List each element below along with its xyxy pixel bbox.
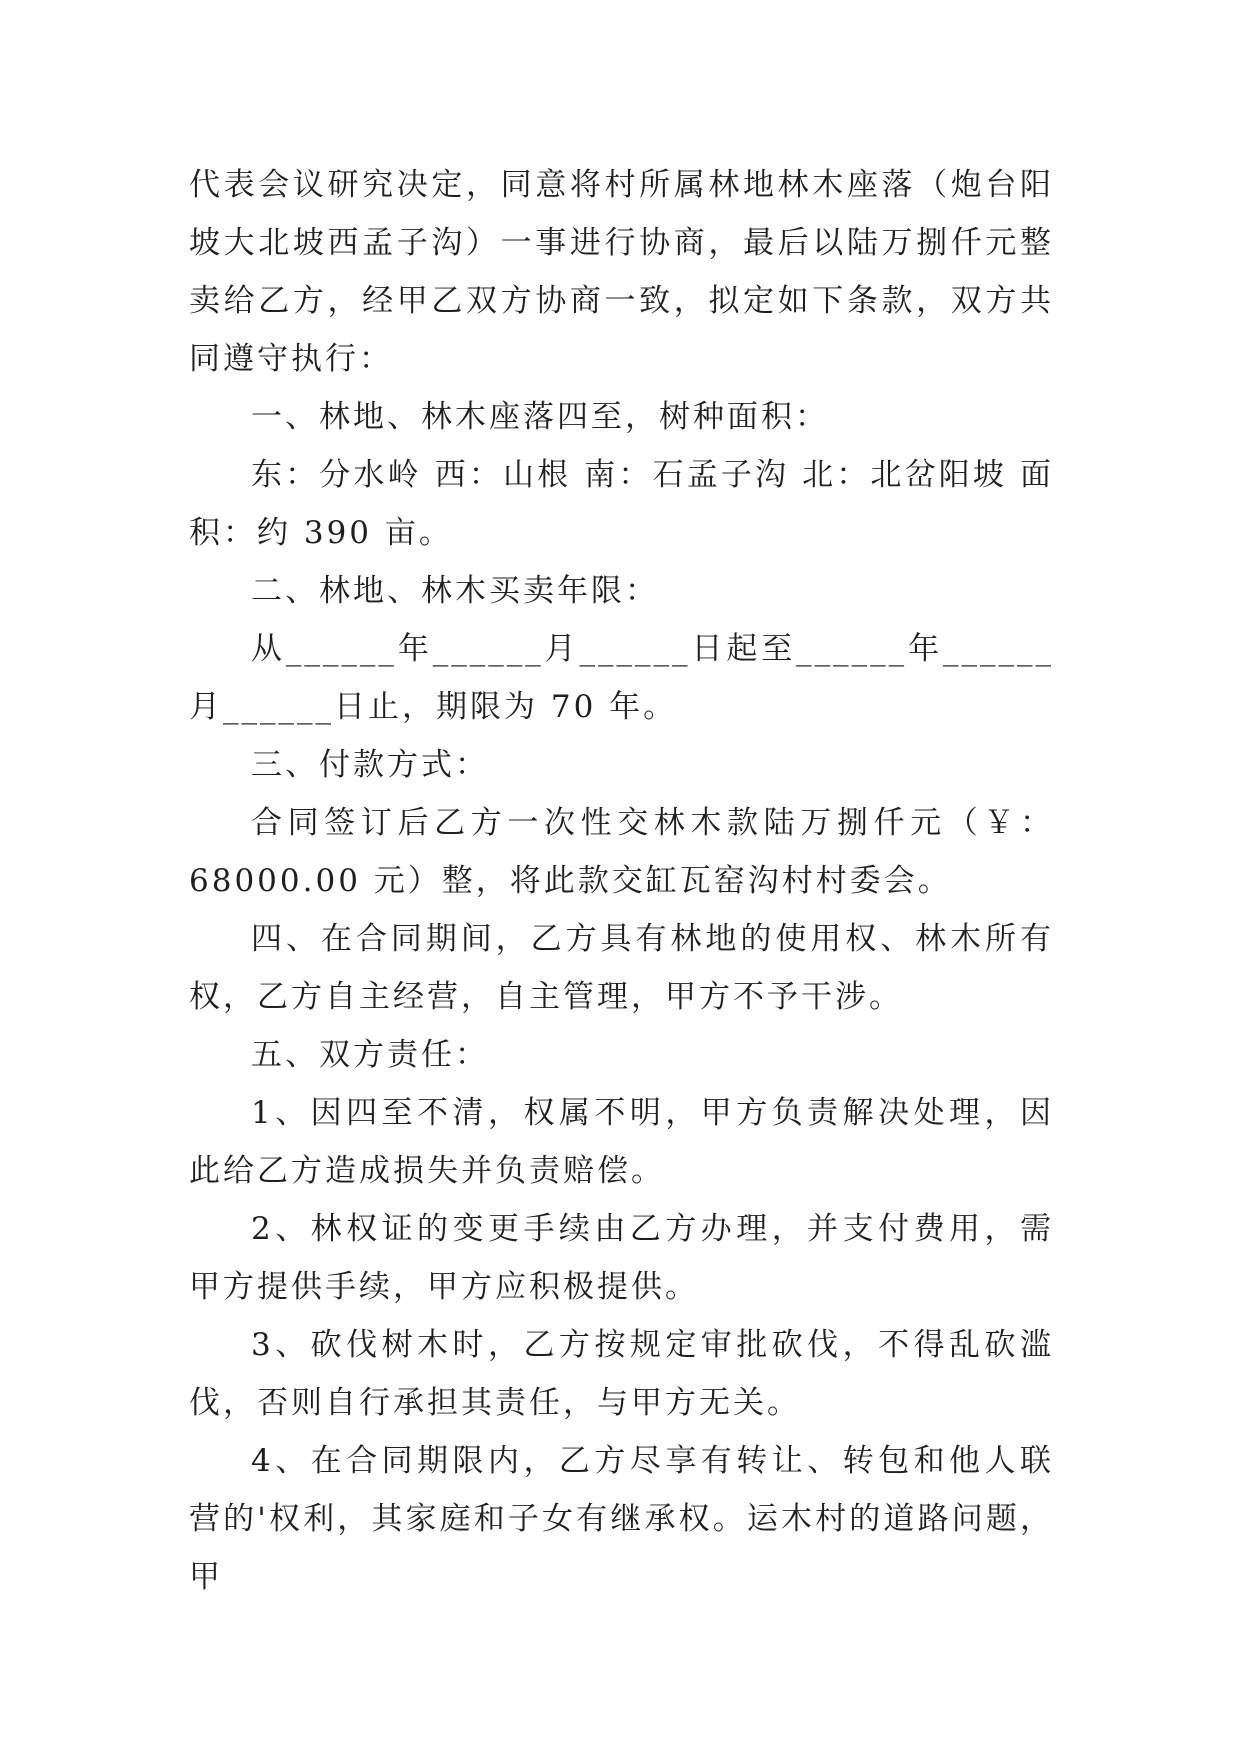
paragraph-section-2-heading: 二、林地、林木买卖年限： xyxy=(251,573,659,609)
paragraph-clause-1: 1、因四至不清，权属不明，甲方负责解决处理，因此给乙方造成损失并负责赔偿。 xyxy=(189,1095,1054,1189)
document-body xyxy=(189,156,1054,1606)
paragraph-section-5-heading: 五、双方责任： xyxy=(251,1037,489,1073)
paragraph-clause-2: 2、林权证的变更手续由乙方办理，并支付费用，需甲方提供手续，甲方应积极提供。 xyxy=(189,1211,1054,1305)
paragraph-payment: 合同签订后乙方一次性交林木款陆万捌仟元（￥：68000.00 元）整，将此款交缸瓦窑沟村村委会。 xyxy=(189,805,1054,899)
paragraph-clause-4: 4、在合同期限内，乙方尽享有转让、转包和他人联营的'权利，其家庭和子女有继承权。运木村的道路问题，甲 xyxy=(189,1443,1054,1595)
paragraph-section-3-heading: 三、付款方式： xyxy=(251,747,489,783)
paragraph-boundaries: 东：分水岭 西：山根 南：石孟子沟 北：北岔阳坡 面积：约 390 亩。 xyxy=(189,457,1054,551)
paragraph-section-4-rights: 四、在合同期间，乙方具有林地的使用权、林木所有权，乙方自主经营，自主管理，甲方不予干涉。 xyxy=(189,921,1054,1015)
paragraph-clause-3: 3、砍伐树木时，乙方按规定审批砍伐，不得乱砍滥伐，否则自行承担其责任，与甲方无关。 xyxy=(189,1327,1054,1421)
paragraph-section-1-heading: 一、林地、林木座落四至，树种面积： xyxy=(251,399,829,435)
paragraph-term: 从______年______月______日起至______年______月______日止，期限为 70 年。 xyxy=(189,631,1054,725)
paragraph-intro: 代表会议研究决定，同意将村所属林地林木座落（炮台阳坡大北坡西孟子沟）一事进行协商，最后以陆万捌仟元整卖给乙方，经甲乙双方协商一致，拟定如下条款，双方共同遵守执行： xyxy=(189,167,1054,377)
